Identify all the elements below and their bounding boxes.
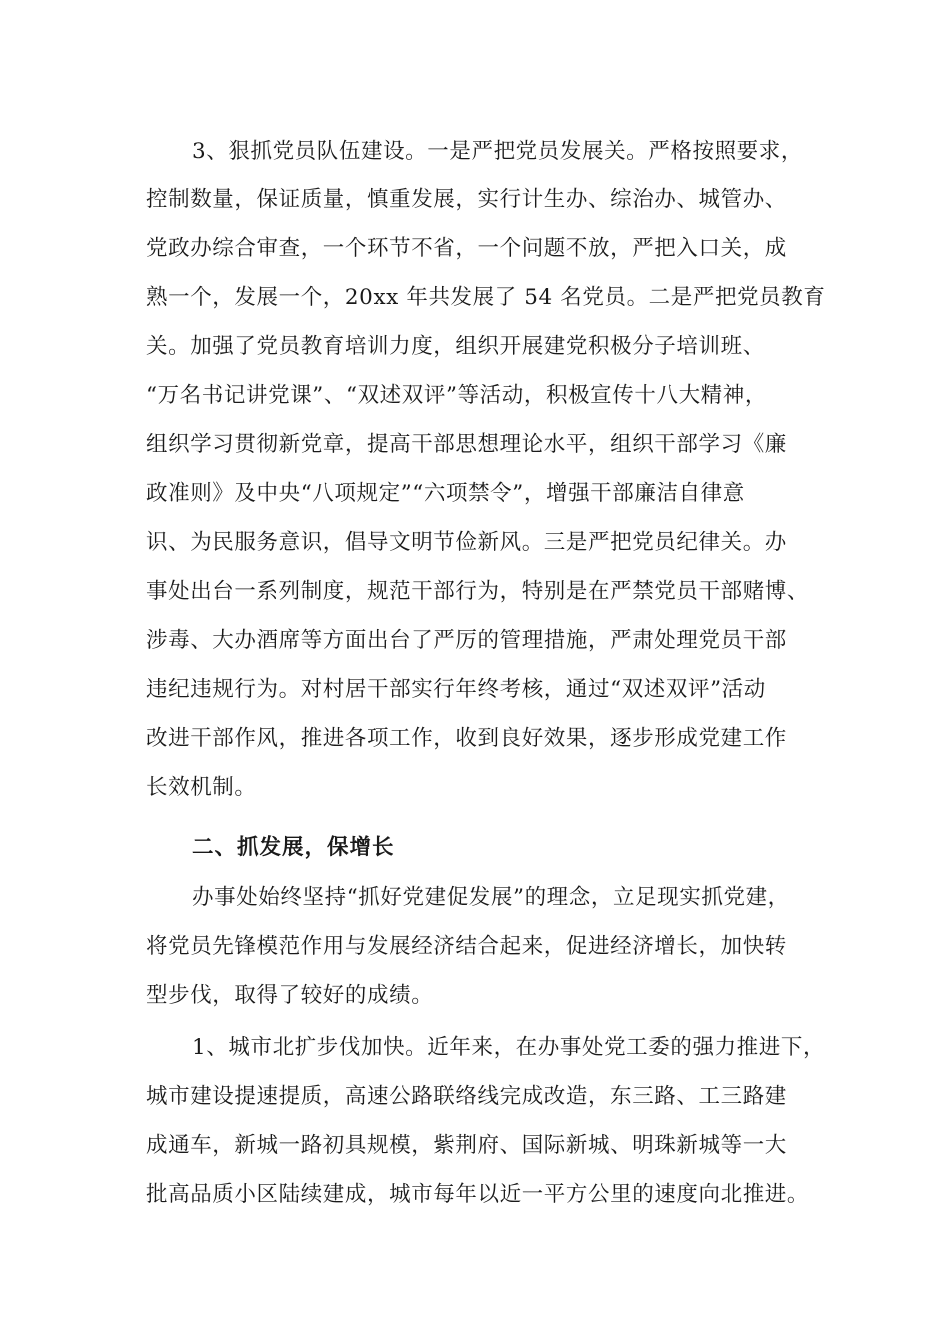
paragraph-1-line-3: 党政办综合审查，一个环节不省，一个问题不放，严把入口关，成 bbox=[146, 236, 787, 261]
paragraph-2-line-1: 办事处始终坚持“抓好党建促发展”的理念，立足现实抓党建， bbox=[192, 885, 790, 910]
paragraph-2-line-2: 将党员先锋模范作用与发展经济结合起来，促进经济增长，加快转 bbox=[146, 934, 787, 959]
paragraph-3-line-4: 批高品质小区陆续建成，城市每年以近一平方公里的速度向北推进。 bbox=[146, 1182, 810, 1207]
section-heading: 二、抓发展，保增长 bbox=[192, 835, 395, 860]
paragraph-1-line-9: 识、为民服务意识，倡导文明节俭新风。三是严把党员纪律关。办 bbox=[146, 530, 787, 555]
paragraph-1-line-14: 长效机制。 bbox=[146, 775, 257, 800]
paragraph-1-line-4: 熟一个，发展一个，20xx 年共发展了 54 名党员。二是严把党员教育 bbox=[146, 285, 826, 310]
paragraph-1-line-2: 控制数量，保证质量，慎重发展，实行计生办、综治办、城管办、 bbox=[146, 187, 787, 212]
paragraph-1-line-1: 3、狠抓党员队伍建设。一是严把党员发展关。严格按照要求， bbox=[192, 139, 803, 164]
paragraph-1-line-13: 改进干部作风，推进各项工作，收到良好效果，逐步形成党建工作 bbox=[146, 726, 787, 751]
paragraph-1-line-8: 政准则》及中央“八项规定”“六项禁令”，增强干部廉洁自律意 bbox=[146, 481, 745, 506]
paragraph-1-line-10: 事处出台一系列制度，规范干部行为，特别是在严禁党员干部赌博、 bbox=[146, 579, 810, 604]
paragraph-2-line-3: 型步伐，取得了较好的成绩。 bbox=[146, 983, 434, 1008]
paragraph-3-line-1: 1、城市北扩步伐加快。近年来，在办事处党工委的强力推进下， bbox=[192, 1035, 826, 1060]
paragraph-1-line-6: “万名书记讲党课”、“双述双评”等活动，积极宣传十八大精神， bbox=[146, 383, 767, 408]
paragraph-3-line-3: 成通车，新城一路初具规模，紫荆府、国际新城、明珠新城等一大 bbox=[146, 1133, 787, 1158]
paragraph-1-line-5: 关。加强了党员教育培训力度，组织开展建党积极分子培训班、 bbox=[146, 334, 765, 359]
paragraph-3-line-2: 城市建设提速提质，高速公路联络线完成改造，东三路、工三路建 bbox=[146, 1084, 787, 1109]
paragraph-1-line-7: 组织学习贯彻新党章，提高干部思想理论水平，组织干部学习《廉 bbox=[146, 432, 787, 457]
paragraph-1-line-11: 涉毒、大办酒席等方面出台了严厉的管理措施，严肃处理党员干部 bbox=[146, 628, 787, 653]
paragraph-1-line-12: 违纪违规行为。对村居干部实行年终考核，通过“双述双评”活动 bbox=[146, 677, 766, 702]
